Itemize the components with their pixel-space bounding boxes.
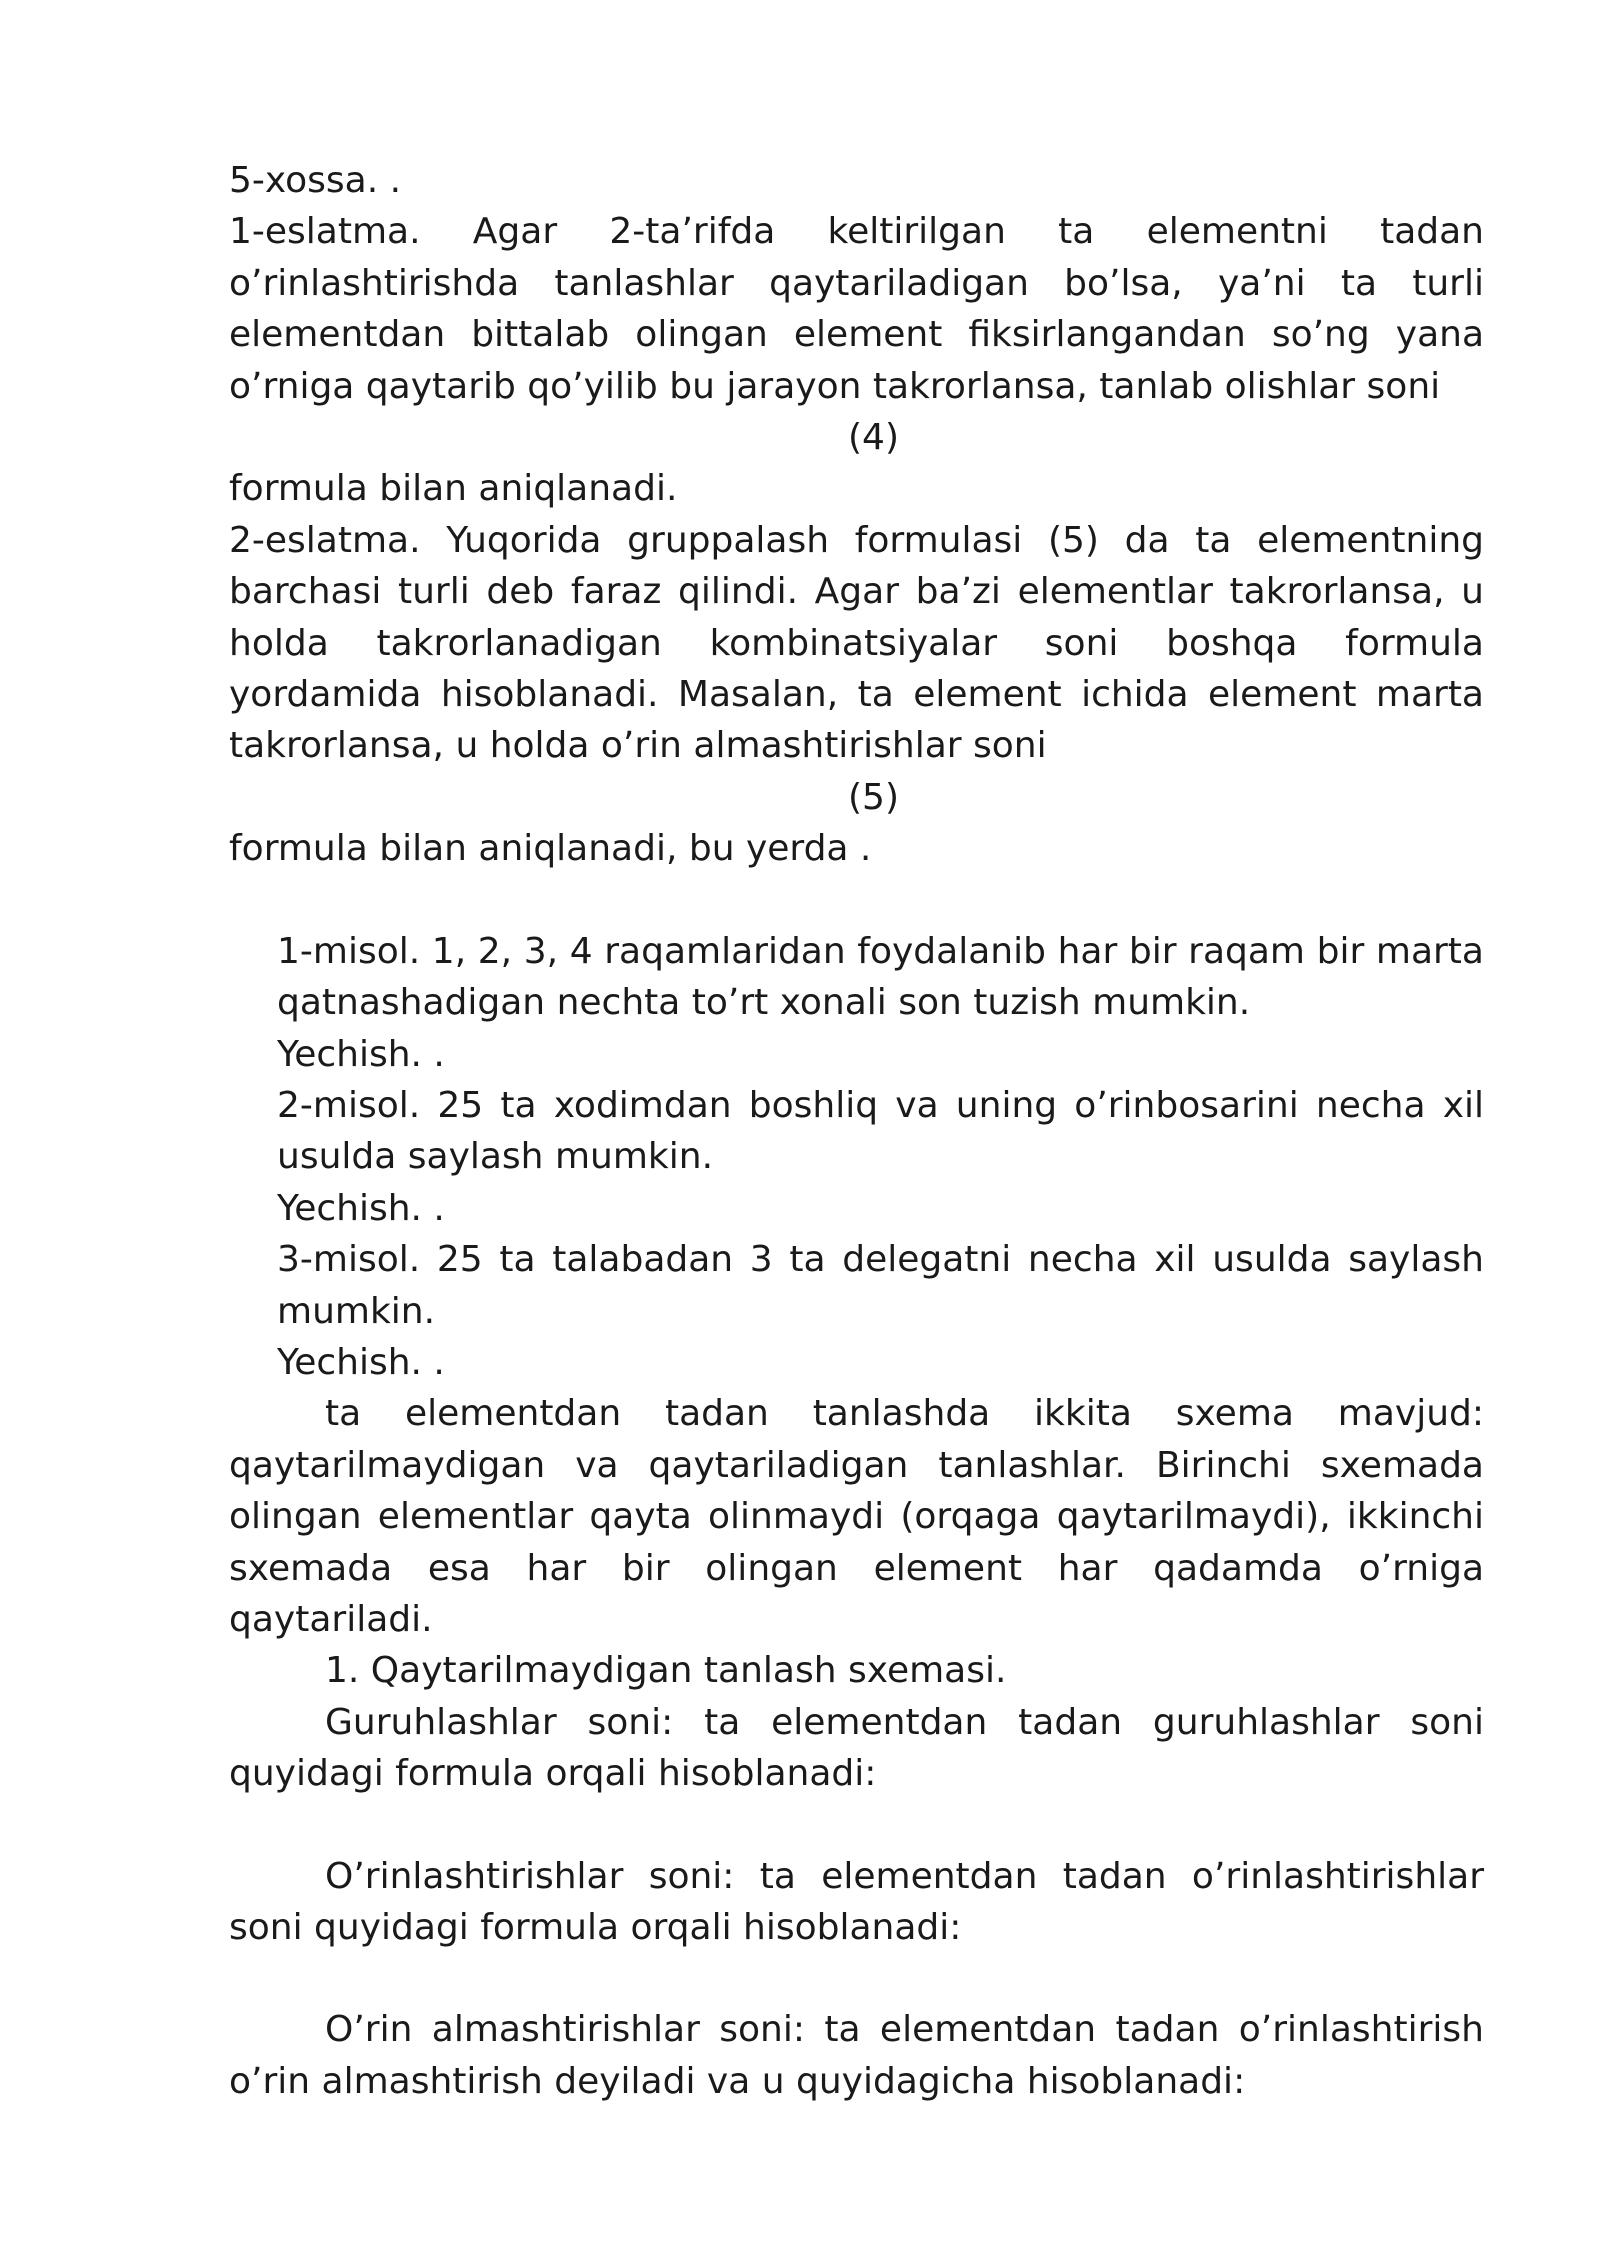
permutations-paragraph: O’rin almashtirishlar soni: ta elementdan tadan o’rinlashtirish o’rin almashtirish deyiladi va u quyidagicha hisoblanadi: <box>229 2009 1484 2102</box>
example-3: 3-misol. 25 ta talabadan 3 ta delegatni necha xil usulda saylash mumkin. <box>277 1239 1484 1332</box>
solution-1: Yechish. . <box>277 1033 445 1075</box>
arrangements-paragraph: O’rinlashtirishlar soni: ta elementdan tadan o’rinlashtirishlar soni quyidagi formula orqali hisoblanadi: <box>229 1855 1484 1948</box>
document-page <box>229 155 1484 2107</box>
example-2: 2-misol. 25 ta xodimdan boshliq va uning o’rinbosarini necha xil usulda saylash mumkin. <box>277 1084 1484 1178</box>
spacer <box>229 875 1484 926</box>
note-1: 1-eslatma. Agar 2-ta’rifda keltirilgan ta elementni tadan o’rinlashtirishda tanlashlar qaytariladigan bo’lsa, ya’ni ta turli elementdan bittalab olingan element fiksirlangandan so’ng yana o’rniga qaytarib qo’yilib bu jarayon takrorlansa, tanlab olishlar soni <box>229 211 1484 407</box>
note-2-conclusion: formula bilan aniqlanadi, bu yerda . <box>229 828 872 870</box>
scheme-1-heading: 1. Qaytarilmaydigan tanlash sxemasi. <box>325 1650 1007 1692</box>
solution-2: Yechish. . <box>277 1187 445 1229</box>
combinations-paragraph: Guruhlashlar soni: ta elementdan tadan guruhlashlar soni quyidagi formula orqali hisoblanadi: <box>229 1701 1484 1795</box>
formula-placeholder-combinations <box>229 1800 1484 1851</box>
note-2: 2-eslatma. Yuqorida gruppalash formulasi (5) da ta elementning barchasi turli deb faraz qilindi. Agar ba’zi elementlar takrorlansa, u holda takrorlanadigan kombinatsiyalar soni boshqa formula yordamida hisoblanadi. Masalan, ta element ichida element marta takrorlansa, u holda o’rin almashtirishlar soni <box>229 519 1484 767</box>
formula-placeholder-arrangements <box>229 1953 1484 2004</box>
solution-3: Yechish. . <box>277 1341 445 1383</box>
equation-number-5: (5) <box>848 776 899 818</box>
example-1: 1-misol. 1, 2, 3, 4 raqamlaridan foydalanib har bir raqam bir marta qatnashadigan nechta to’rt xonali son tuzish mumkin. <box>277 930 1484 1024</box>
property-5: 5-xossa. . <box>229 160 402 201</box>
note-1-conclusion: formula bilan aniqlanadi. <box>229 468 678 510</box>
sampling-schemes-paragraph: ta elementdan tadan tanlashda ikkita sxema mavjud: qaytarilmaydigan va qaytariladigan tanlashlar. Birinchi sxemada olingan elementlar qayta olinmaydi (orqaga qaytarilmaydi), ikkinchi sxemada esa har bir olingan element har qadamda o’rniga qaytariladi. <box>229 1393 1484 1640</box>
equation-number-4: (4) <box>848 417 899 459</box>
